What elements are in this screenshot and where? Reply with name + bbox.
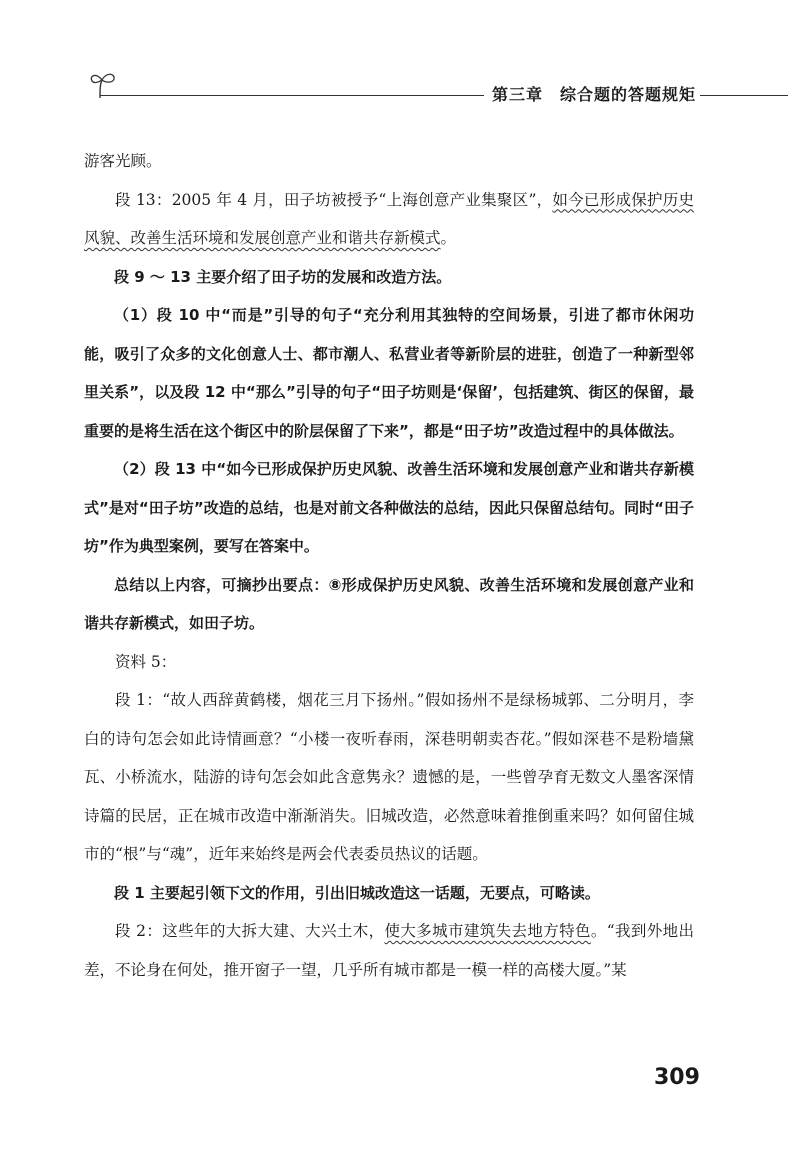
seg13-end: 。 (440, 229, 457, 247)
page-header (0, 68, 800, 108)
header-rule-right (700, 95, 788, 96)
analysis-seg9-13: 段 9 ～ 13 主要介绍了田子坊的发展和改造方法。 (114, 267, 452, 286)
header-rule-left (100, 95, 484, 96)
seg2-underlined-text: 使大多城市建筑失去地方特色 (384, 922, 591, 940)
seg13-lead: 段 13：2005 年 4 月，田子坊被授予“上海创意产业集聚区”， (115, 190, 553, 209)
page-number: 309 (654, 1065, 700, 1090)
seg2-lead: 段 2：这些年的大拆大建、大兴土木， (115, 922, 385, 940)
material-5-heading: 资料 5： (115, 652, 177, 671)
analysis-point-2: （2）段 13 中“如今已形成保护历史风貌、改善生活环境和发展创意产业和谐共存新模式”是对“田子坊”改造的总结，也是对前文各种做法的总结，因此只保留总结句。同时“田子坊”作为典型案例，要写在答案中。 (84, 460, 694, 555)
paragraph-seg2 (84, 912, 694, 989)
analysis-point-1: （1）段 10 中“而是”引导的句子“充分利用其独特的空间场景，引进了都市休闲功能，吸引了众多的文化创意人士、都市潮人、私营业者等新阶层的进驻，创造了一种新型邻里关系”，以及段 12 中“那么”引导的句子“田子坊则是‘保留’，包括建筑、街区的保留，最重要的是将生活在这个街区中的阶层保留了下来”，都是“田子坊”改造过程中的具体做法。 (84, 306, 694, 440)
seg13-underlined-text: 如今已形成保护历史风貌、改善生活环境和发展创意产业和谐共存新模式 (84, 190, 694, 247)
chapter-title: 第三章 综合题的答题规矩 (492, 85, 697, 104)
summary-paragraph: 总结以上内容，可摘抄出要点：⑧形成保护历史风貌、改善生活环境和发展创意产业和谐共存新模式，如田子坊。 (84, 575, 694, 632)
analysis-seg1: 段 1 主要起引领下文的作用，引出旧城改造这一话题，无要点，可略读。 (114, 883, 600, 902)
page-body (84, 142, 694, 989)
paragraph-seg1: 段 1：“故人西辞黄鹤楼，烟花三月下扬州。”假如扬州不是绿杨城郭、二分明月，李白的诗句怎会如此诗情画意？“小楼一夜听春雨，深巷明朝卖杏花。”假如深巷不是粉墙黛瓦、小桥流水，陆游的诗句怎会如此含意隽永？遗憾的是，一些曾孕育无数文人墨客深情诗篇的民居，正在城市改造中渐渐消失。旧城改造，必然意味着推倒重来吗？如何留住城市的“根”与“魂”，近年来始终是两会代表委员热议的话题。 (84, 691, 694, 863)
seg2-tail: 。“我到外地出差，不论身在何处，推开窗子一望，几乎所有城市都是一模一样的高楼大厦。”某 (84, 922, 694, 979)
paragraph-continuation: 游客光顾。 (84, 152, 162, 170)
paragraph-seg13 (84, 181, 694, 258)
